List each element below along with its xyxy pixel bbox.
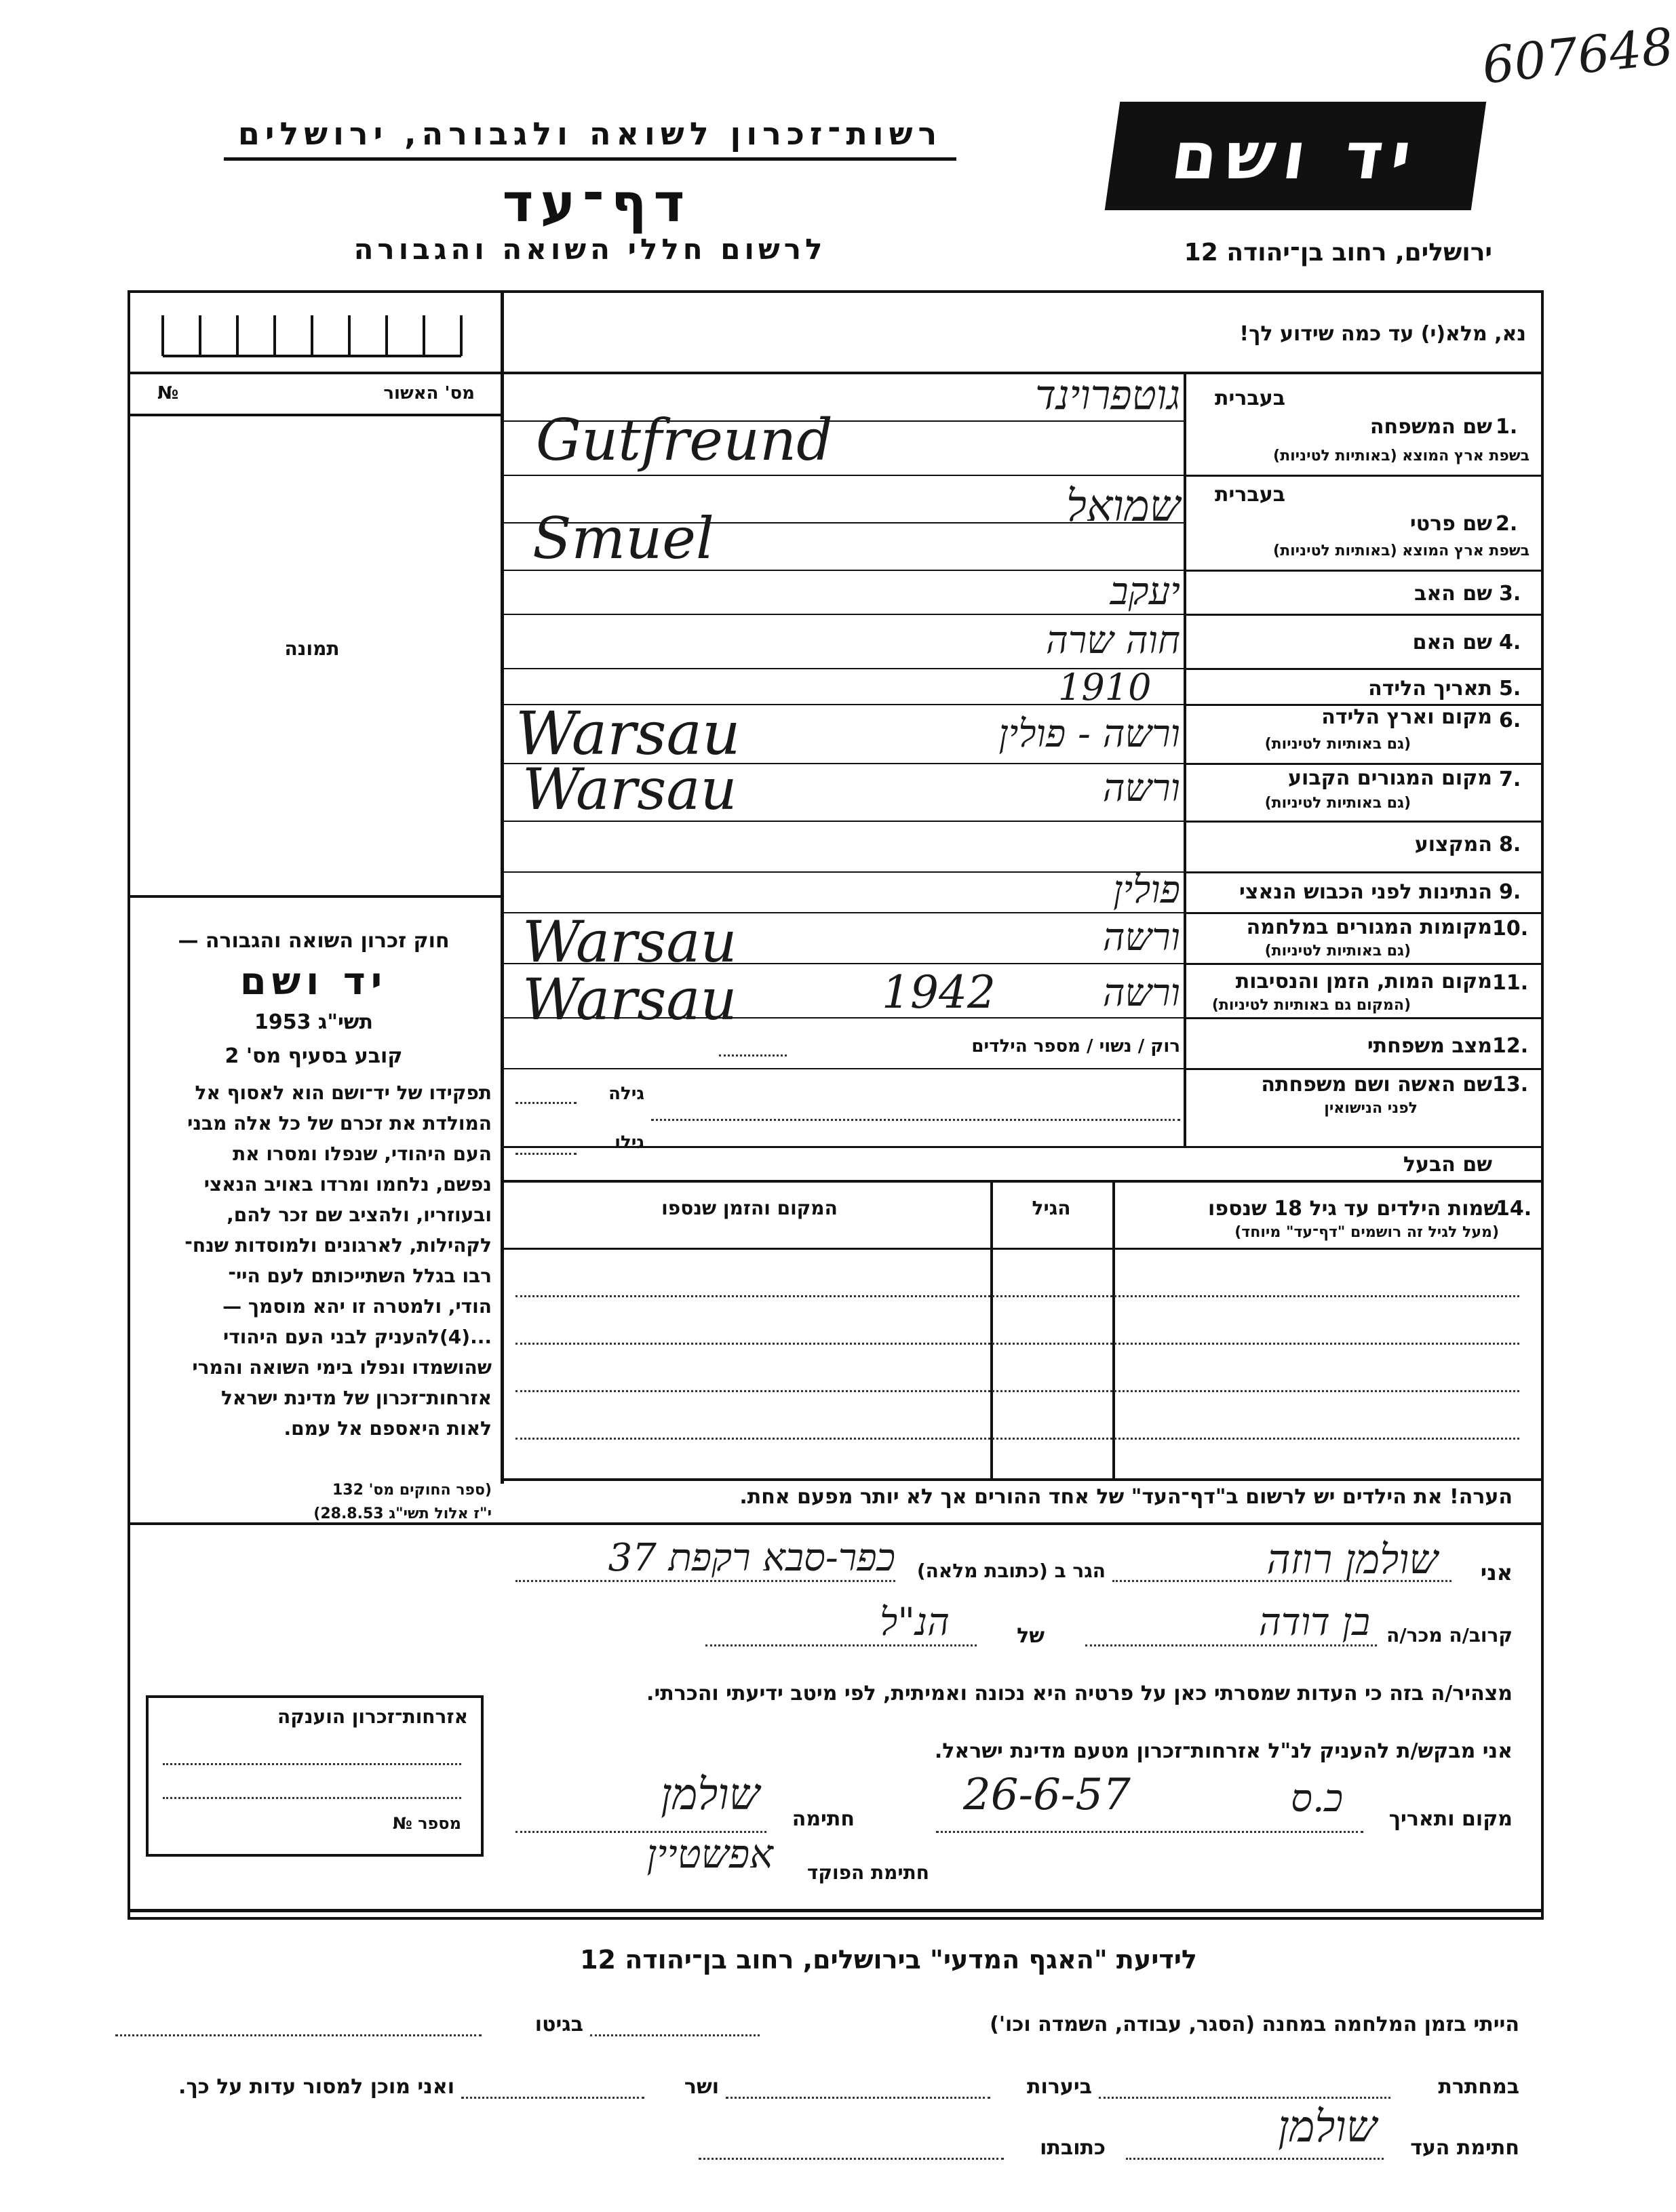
field-2-hebrew-value[interactable]: שמואל bbox=[1066, 481, 1180, 532]
relation-dots bbox=[1085, 1644, 1377, 1646]
row-rule bbox=[1184, 963, 1541, 965]
signature-label: חתימה bbox=[792, 1807, 855, 1831]
photo-label: תמונה bbox=[284, 637, 340, 660]
citizenship-dots bbox=[163, 1763, 461, 1765]
row-rule bbox=[1184, 763, 1541, 765]
field-12-label: מצב משפחתי bbox=[1367, 1034, 1492, 1058]
approval-label: מס' האשור bbox=[383, 383, 475, 403]
field-11-number: 11. bbox=[1492, 971, 1529, 995]
survivor-line1-end: בגיטו bbox=[534, 2013, 583, 2036]
place-value[interactable]: כ.ס bbox=[1290, 1777, 1343, 1821]
wife-age-label: גילה bbox=[608, 1084, 644, 1104]
row-rule bbox=[1184, 821, 1541, 823]
left-panel-divider bbox=[501, 290, 504, 1484]
note-bottom-rule bbox=[128, 1522, 1541, 1525]
law-line: אזרחות־זכרון של מדינת ישראל bbox=[220, 1387, 492, 1409]
wife-name-dots bbox=[651, 1119, 1180, 1121]
field-7-sub: (גם באותיות לטיניות) bbox=[1264, 795, 1411, 812]
law-line: שהושמדו ונפלו בימי השואה והמרי bbox=[192, 1356, 492, 1379]
field-9-number: 9. bbox=[1499, 880, 1521, 904]
children-count-dots bbox=[719, 1054, 787, 1056]
row-rule bbox=[1184, 1068, 1541, 1070]
field-1-label: שם המשפחה bbox=[1369, 415, 1492, 439]
field-11-date-value[interactable]: 1942 bbox=[882, 966, 996, 1019]
field-7-label: מקום המגורים הקבוע bbox=[1288, 766, 1492, 790]
declarant-name[interactable]: שולמן רוזה bbox=[1266, 1536, 1438, 1583]
field-2-latin-value[interactable]: Smuel bbox=[532, 505, 714, 572]
officer-signature: אפשטיין bbox=[646, 1831, 773, 1877]
survivor-line2-b-dots bbox=[726, 2097, 990, 2099]
children-row-dots bbox=[515, 1343, 1519, 1345]
law-line: לאות היאספם אל עמם. bbox=[284, 1417, 492, 1440]
form-title: דף־עד bbox=[502, 173, 692, 234]
wife-age-dots bbox=[515, 1102, 577, 1104]
husband-age-dots bbox=[515, 1153, 577, 1155]
survivor-title: לידיעת "האגף המדעי" בירושלים, רחוב בן־יהודה 12 bbox=[580, 1945, 1197, 1975]
row-rule bbox=[1184, 570, 1541, 572]
of-value[interactable]: הנ"ל bbox=[880, 1600, 950, 1644]
signature-value[interactable]: שולמן bbox=[661, 1770, 760, 1820]
approval-rule bbox=[128, 372, 502, 374]
row-rule bbox=[1184, 668, 1541, 670]
field-6-number: 6. bbox=[1499, 709, 1521, 732]
witness-address-label: כתובתו bbox=[1040, 2136, 1106, 2160]
note-text: הערה! את הילדים יש לרשום ב"דף־העד" של אחד ההורים אך לא יותר מפעם אחת. bbox=[739, 1485, 1513, 1509]
children-sub: (מעל לגיל זה רושמים "דף־עד" מיוחד) bbox=[1234, 1224, 1499, 1241]
law-ref-1: (ספר החוקים מס' 132 bbox=[332, 1482, 492, 1499]
children-col-2 bbox=[1112, 1180, 1115, 1478]
law-line: המולדת את זכרם של כל אלה מבני bbox=[187, 1112, 492, 1134]
field-6-hebrew-value[interactable]: ורשה - פולין bbox=[998, 712, 1180, 756]
law-line: ...(4)להעניק לבני העם היהודי bbox=[223, 1326, 492, 1348]
field-3-label: שם האב bbox=[1414, 582, 1492, 606]
field-10-number: 10. bbox=[1492, 917, 1529, 941]
law-line: נפשם, נלחמו ומרדו באויב הנאצי bbox=[203, 1173, 492, 1196]
code-ticks bbox=[156, 315, 482, 363]
field-5-value[interactable]: 1910 bbox=[1058, 666, 1152, 709]
witness-signature-value[interactable]: שולמן bbox=[1278, 2102, 1377, 2152]
field-1-sub: בשפת ארץ המוצא (באותיות לטיניות) bbox=[1273, 448, 1529, 465]
field-13-number: 13. bbox=[1492, 1073, 1529, 1097]
field-1-top-label: בעברית bbox=[1215, 387, 1285, 410]
children-label: שמות הילדים עד גיל 18 שנספו bbox=[1208, 1197, 1499, 1221]
note-top-rule bbox=[503, 1478, 1541, 1481]
law-line: העם היהודי, שנפלו ומסרו את bbox=[233, 1143, 492, 1165]
children-age-header: הגיל bbox=[1032, 1197, 1071, 1219]
entry-rule bbox=[503, 614, 1184, 615]
field-6-latin-value[interactable]: Warsau bbox=[515, 698, 741, 768]
field-8-label: המקצוע bbox=[1414, 833, 1492, 856]
field-10-latin-value[interactable]: Warsau bbox=[522, 909, 737, 975]
survivor-line2-d: ואני מוכן למסור עדות על כך. bbox=[178, 2075, 454, 2099]
yad-vashem-logo bbox=[1105, 102, 1486, 210]
field-12-options: רוק / נשוי / מספר הילדים bbox=[971, 1036, 1180, 1056]
field-2-number: 2. bbox=[1496, 512, 1518, 536]
resides-label: הגר ב (כתובת מלאה) bbox=[916, 1560, 1106, 1582]
field-1-latin-value[interactable]: Gutfreund bbox=[536, 407, 833, 473]
law-text bbox=[136, 1082, 492, 1448]
field-13-label: שם האשה ושם משפחתה bbox=[1261, 1073, 1492, 1097]
witness-signature-dots bbox=[1126, 2158, 1384, 2160]
survivor-line2-a-dots bbox=[1099, 2097, 1390, 2099]
citizenship-box-number: מספר № bbox=[392, 1814, 461, 1833]
approval-no-symbol: № bbox=[157, 383, 179, 403]
row-rule bbox=[1184, 614, 1541, 616]
law-line: לקהילות, לארגונים ולמוסדות שנח־ bbox=[184, 1234, 492, 1257]
field-7-latin-value[interactable]: Warsau bbox=[522, 756, 737, 823]
address-dots bbox=[515, 1580, 895, 1582]
photo-bottom-rule bbox=[128, 895, 502, 898]
field-1-hebrew-value[interactable]: גוטפרוינד bbox=[1035, 372, 1180, 419]
law-section: קובע בסעיף מס' 2 bbox=[225, 1044, 403, 1068]
field-7-number: 7. bbox=[1499, 768, 1521, 791]
form-subtitle: לרשום חללי השואה והגבורה bbox=[353, 233, 827, 266]
field-10-sub: (גם באותיות לטיניות) bbox=[1264, 943, 1411, 960]
field-11-latin-value[interactable]: Warsau bbox=[522, 966, 737, 1033]
survivor-line2-b: ביערות bbox=[1027, 2075, 1092, 2099]
field-11-label: מקום המות, הזמן והנסיבות bbox=[1235, 970, 1492, 993]
field-13-sub: לפני הנישואין bbox=[1324, 1100, 1418, 1117]
field-11-sub: (המקום גם באותיות לטיניות) bbox=[1211, 997, 1411, 1014]
witness-signature-label: חתימת העד bbox=[1410, 2136, 1519, 2160]
row-rule bbox=[1184, 912, 1541, 914]
law-line: תפקידו של יד־ושם הוא לאסוף אל bbox=[195, 1082, 492, 1104]
field-4-label: שם האם bbox=[1412, 631, 1492, 654]
field-9-value[interactable]: פולין bbox=[1113, 868, 1180, 912]
entry-rule bbox=[503, 1146, 1541, 1148]
witness-address-dots bbox=[699, 2158, 1004, 2160]
field-9-label: הנתינות לפני הכבוש הנאצי bbox=[1239, 880, 1492, 904]
field-8-number: 8. bbox=[1499, 833, 1521, 856]
address-value[interactable]: כפר-סבא רקפת 37 bbox=[608, 1536, 895, 1580]
children-row-dots bbox=[515, 1295, 1519, 1297]
survivor-line2-c-dots bbox=[461, 2097, 644, 2099]
row-rule bbox=[1184, 871, 1541, 873]
survivor-line1-end-dots bbox=[115, 2034, 482, 2036]
field-7-hebrew-value[interactable]: ורשה bbox=[1102, 766, 1180, 810]
survivor-top-rule bbox=[128, 1909, 1541, 1912]
citizenship-dots bbox=[163, 1797, 461, 1799]
children-number: 14. bbox=[1496, 1197, 1532, 1221]
field-1-number: 1. bbox=[1496, 415, 1518, 439]
entry-rule bbox=[503, 1068, 1184, 1069]
survivor-line2-a: במחתרת bbox=[1438, 2075, 1519, 2099]
field-2-label: שם פרטי bbox=[1409, 512, 1492, 536]
law-line: ובעוזריו, ולהציב שם זכר להם, bbox=[227, 1204, 492, 1226]
logo-text: יד ושם bbox=[1167, 118, 1424, 194]
husband-age-label: גילו bbox=[615, 1132, 644, 1153]
header-address: ירושלים, רחוב בן־יהודה 12 bbox=[1184, 239, 1492, 266]
relative-label: קרוב/ה מכר/ה bbox=[1386, 1624, 1513, 1646]
instructions-text: נא, מלא(י) עד כמה שידוע לך! bbox=[1239, 322, 1526, 346]
children-row-dots bbox=[515, 1438, 1519, 1440]
entry-rule bbox=[503, 475, 1184, 476]
law-title: חוק זכרון השואה והגבורה — bbox=[178, 929, 450, 953]
survivor-line1: הייתי בזמן המלחמה במחנה (הסגר, עבודה, השמדה וכו') bbox=[990, 2013, 1519, 2036]
declaration-i-label: אני bbox=[1480, 1560, 1513, 1585]
survivor-line1-dots bbox=[590, 2034, 760, 2036]
date-value[interactable]: 26-6-57 bbox=[963, 1770, 1131, 1820]
relation-value[interactable]: בן דודה bbox=[1258, 1600, 1370, 1644]
authority-title: רשות־זכרון לשואה ולגבורה, ירושלים bbox=[237, 115, 943, 152]
place-date-dots bbox=[936, 1831, 1363, 1833]
field-12-number: 12. bbox=[1492, 1034, 1529, 1058]
citizenship-box-title: אזרחות־זכרון הוענקה bbox=[277, 1705, 468, 1728]
field-column-divider bbox=[1184, 374, 1186, 1147]
field-3-value[interactable]: יעקב bbox=[1110, 570, 1180, 614]
field-11-hebrew-value[interactable]: ורשה bbox=[1102, 971, 1180, 1015]
children-top-rule bbox=[503, 1180, 1541, 1183]
law-year: תשי"ג 1953 bbox=[254, 1010, 374, 1034]
field-2-sub: בשפת ארץ המוצא (באותיות לטיניות) bbox=[1273, 542, 1529, 559]
survivor-line2-c: ושר bbox=[684, 2075, 719, 2099]
field-2-top-label: בעברית bbox=[1215, 483, 1285, 507]
declaration-request: אני מבקש/ת להעניק לנ"ל אזרחות־זכרון מטעם מדינת ישראל. bbox=[934, 1739, 1513, 1763]
place-date-label: מקום ותאריך bbox=[1388, 1807, 1513, 1831]
law-line: רבו בגלל השתייכותם לעם היי־ bbox=[228, 1265, 492, 1287]
field-4-value[interactable]: חוה שרה bbox=[1045, 618, 1180, 663]
children-header-rule bbox=[503, 1248, 1541, 1250]
officer-label: חתימת הפוקד bbox=[806, 1861, 929, 1884]
law-line: הודי, ולמטרה זו יהא מוסמך — bbox=[222, 1295, 492, 1318]
declaration-warning: מצהיר/ה בזה כי העדות שמסרתי כאן על פרטיה היא נכונה ואמיתית, לפי מיטב ידיעתי והכרתי. bbox=[646, 1682, 1513, 1705]
field-10-label: מקומות המגורים במלחמה bbox=[1246, 915, 1492, 939]
of-label: של bbox=[1017, 1624, 1045, 1648]
field-6-sub: (גם באותיות לטיניות) bbox=[1264, 736, 1411, 753]
children-place-header: המקום והזמן שנספו bbox=[661, 1197, 838, 1219]
row-rule bbox=[1184, 1017, 1541, 1019]
field-5-label: תאריך הלידה bbox=[1368, 677, 1492, 700]
children-col-1 bbox=[990, 1180, 993, 1478]
authority-underline bbox=[224, 157, 956, 161]
field-10-hebrew-value[interactable]: ורשה bbox=[1102, 915, 1180, 960]
archive-number: 607648 bbox=[1479, 17, 1676, 96]
row-rule bbox=[1184, 475, 1541, 477]
field-5-number: 5. bbox=[1499, 677, 1521, 700]
husband-label: שם הבעל bbox=[1403, 1153, 1492, 1177]
law-name: יד ושם bbox=[239, 960, 388, 1004]
approval-field-rule bbox=[128, 414, 502, 416]
of-dots bbox=[705, 1644, 977, 1646]
law-ref-2: י"ז אלול תשי"ג 28.8.53) bbox=[313, 1505, 492, 1522]
field-3-number: 3. bbox=[1499, 582, 1521, 606]
field-4-number: 4. bbox=[1499, 631, 1521, 654]
children-row-dots bbox=[515, 1390, 1519, 1392]
field-6-label: מקום וארץ הלידה bbox=[1321, 705, 1492, 729]
